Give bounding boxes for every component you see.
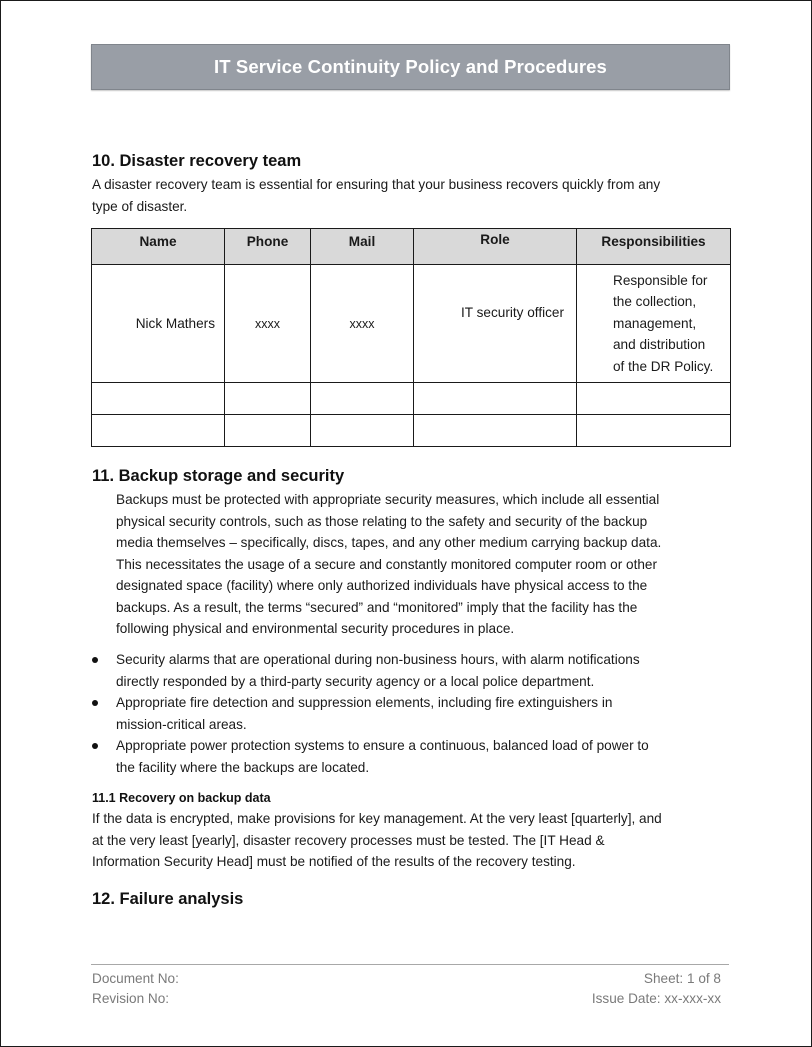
paragraph-line: following physical and environmental security procedures in place. (116, 621, 515, 636)
footer-issue-date: Issue Date: xx-xxx-xx (591, 991, 721, 1006)
paragraph-line: designated space (facility) where only authorized individuals have physical access to the (116, 578, 648, 593)
footer-revision-no: Revision No: (92, 991, 170, 1006)
subsection-11-1-heading: 11.1 Recovery on backup data (92, 791, 271, 805)
list-item-line: mission-critical areas. (116, 716, 247, 732)
responsibility-line: management, (613, 315, 697, 331)
document-title: IT Service Continuity Policy and Procedures (214, 56, 607, 77)
cell-role (414, 383, 577, 415)
column-header-phone: Phone (225, 229, 311, 265)
column-header-mail: Mail (311, 229, 414, 265)
paragraph-line: at the very least [yearly], disaster recovery processes must be tested. The [IT Head & (92, 832, 605, 848)
role-text: IT security officer (461, 305, 564, 320)
paragraph-line: media themselves – specifically, discs, tapes, and any other medium carrying backup data. (116, 535, 662, 550)
dr-team-table (91, 228, 731, 447)
section-12-heading: 12. Failure analysis (92, 890, 244, 908)
responsibility-line: Responsible for (613, 272, 708, 288)
list-item (92, 692, 732, 735)
bullet-icon (92, 700, 98, 706)
cell-responsibilities (577, 265, 731, 383)
cell-responsibilities (577, 415, 731, 447)
responsibility-line: of the DR Policy. (613, 358, 714, 374)
paragraph-line: If the data is encrypted, make provisions for key management. At the very least [quarterly], and (92, 811, 662, 826)
paragraph-line: Information Security Head] must be notified of the results of the recovery testing. (92, 854, 576, 869)
security-requirements-list (92, 649, 732, 778)
table-header-row (92, 229, 731, 265)
column-header-role: Role (414, 229, 577, 265)
cell-responsibilities (577, 383, 731, 415)
bullet-icon (92, 743, 98, 749)
cell-name: Nick Mathers (92, 265, 225, 383)
cell-mail: xxxx (311, 265, 414, 383)
cell-role (414, 265, 577, 383)
list-item-line: Security alarms that are operational during non-business hours, with alarm notifications (116, 652, 640, 667)
cell-name (92, 415, 225, 447)
list-item-line: Appropriate fire detection and suppression elements, including fire extinguishers in (116, 695, 613, 710)
cell-name (92, 383, 225, 415)
responsibility-line: the collection, (613, 294, 697, 310)
column-header-responsibilities: Responsibilities (577, 229, 731, 265)
table-row (92, 415, 731, 447)
table-row (92, 265, 731, 383)
list-item (92, 649, 732, 692)
footer-sheet: Sheet: 1 of 8 (643, 971, 721, 986)
intro-line: type of disaster. (92, 198, 188, 214)
section-10-intro (92, 174, 660, 217)
section-11-heading: 11. Backup storage and security (92, 467, 345, 485)
subsection-11-1-paragraph (92, 808, 662, 873)
cell-phone (225, 383, 311, 415)
paragraph-line: backups. As a result, the terms “secured” and “monitored” imply that the facility has the (116, 599, 638, 615)
section-11-paragraph (116, 489, 661, 640)
cell-mail (311, 415, 414, 447)
responsibility-line: and distribution (613, 337, 706, 353)
cell-role (414, 415, 577, 447)
intro-line: A disaster recovery team is essential for ensuring that your business recovers quickly from any (92, 177, 661, 192)
column-header-name: Name (92, 229, 225, 265)
paragraph-line: physical security controls, such as those relating to the safety and security of the backup (116, 513, 648, 529)
list-item (92, 735, 732, 778)
paragraph-line: Backups must be protected with appropriate security measures, which include all essential (116, 492, 660, 507)
list-item-line: Appropriate power protection systems to ensure a continuous, balanced load of power to (116, 738, 649, 753)
bullet-icon (92, 657, 98, 663)
footer-document-no: Document No: (92, 971, 179, 986)
footer-divider (91, 964, 729, 965)
table-row (92, 383, 731, 415)
cell-phone: xxxx (225, 265, 311, 383)
cell-mail (311, 383, 414, 415)
cell-phone (225, 415, 311, 447)
list-item-line: the facility where the backups are located. (116, 759, 370, 775)
paragraph-line: This necessitates the usage of a secure and constantly monitored computer room or other (116, 556, 658, 572)
section-10-heading: 10. Disaster recovery team (92, 152, 302, 170)
document-title-banner (91, 44, 730, 90)
list-item-line: directly responded by a third-party security agency or a local police department. (116, 673, 595, 689)
